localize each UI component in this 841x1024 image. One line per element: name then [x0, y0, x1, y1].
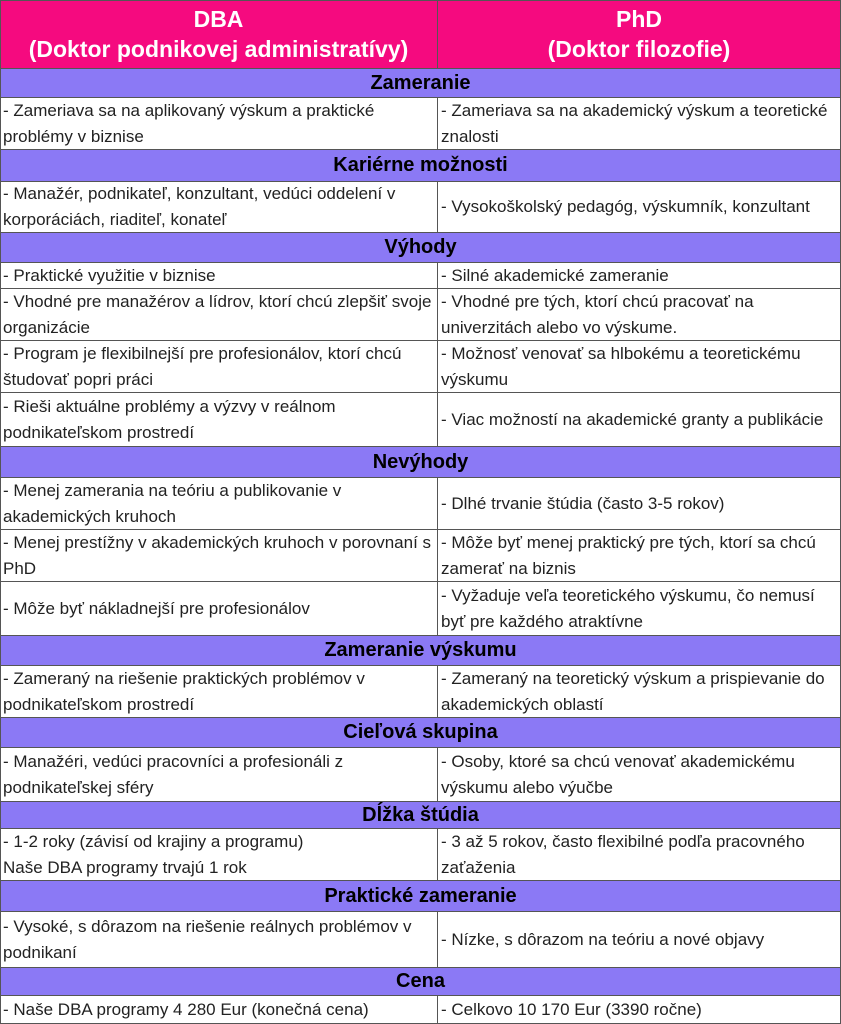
header-dba: DBA (Doktor podnikovej administratívy): [0, 0, 438, 69]
phd-cell: - 3 až 5 rokov, často flexibilné podľa pracovného zaťaženia: [438, 829, 841, 881]
section-header: Praktické zameranie: [0, 881, 841, 912]
section-header: Zameranie: [0, 69, 841, 98]
phd-cell: - Zameriava sa na akademický výskum a teoretické znalosti: [438, 98, 841, 150]
dba-cell: - Vhodné pre manažérov a lídrov, ktorí chcú zlepšiť svoje organizácie: [0, 289, 438, 341]
dba-cell: - Zameriava sa na aplikovaný výskum a praktické problémy v biznise: [0, 98, 438, 150]
dba-cell: - Naše DBA programy 4 280 Eur (konečná cena): [0, 996, 438, 1024]
phd-cell: - Dlhé trvanie štúdia (často 3-5 rokov): [438, 478, 841, 530]
phd-cell: - Silné akademické zameranie: [438, 263, 841, 289]
dba-cell: - Praktické využitie v biznise: [0, 263, 438, 289]
section-header: Kariérne možnosti: [0, 150, 841, 182]
phd-cell: - Viac možností na akademické granty a publikácie: [438, 393, 841, 447]
section-header: Cena: [0, 968, 841, 996]
dba-cell: - Menej zamerania na teóriu a publikovanie v akademických kruhoch: [0, 478, 438, 530]
phd-cell: - Osoby, ktoré sa chcú venovať akademickému výskumu alebo výučbe: [438, 748, 841, 802]
dba-cell: - Môže byť nákladnejší pre profesionálov: [0, 582, 438, 636]
dba-cell: - Program je flexibilnejší pre profesionálov, ktorí chcú študovať popri práci: [0, 341, 438, 393]
phd-cell: - Vyžaduje veľa teoretického výskumu, čo nemusí byť pre každého atraktívne: [438, 582, 841, 636]
dba-cell: - Manažér, podnikateľ, konzultant, vedúci oddelení v korporáciách, riaditeľ, konateľ: [0, 182, 438, 233]
header-phd: PhD (Doktor filozofie): [438, 0, 841, 69]
phd-cell: - Vhodné pre tých, ktorí chcú pracovať na univerzitách alebo vo výskume.: [438, 289, 841, 341]
phd-cell: - Vysokoškolský pedagóg, výskumník, konzultant: [438, 182, 841, 233]
section-header: Dĺžka štúdia: [0, 802, 841, 829]
section-header: Cieľová skupina: [0, 718, 841, 748]
dba-cell: - Menej prestížny v akademických kruhoch v porovnaní s PhD: [0, 530, 438, 582]
section-header: Výhody: [0, 233, 841, 263]
dba-cell: - 1-2 roky (závisí od krajiny a programu) Naše DBA programy trvajú 1 rok: [0, 829, 438, 881]
dba-cell: - Manažéri, vedúci pracovníci a profesionáli z podnikateľskej sféry: [0, 748, 438, 802]
phd-cell: - Nízke, s dôrazom na teóriu a nové objavy: [438, 912, 841, 968]
dba-cell: - Rieši aktuálne problémy a výzvy v reálnom podnikateľskom prostredí: [0, 393, 438, 447]
section-header: Nevýhody: [0, 447, 841, 478]
phd-cell: - Možnosť venovať sa hlbokému a teoretickému výskumu: [438, 341, 841, 393]
section-header: Zameranie výskumu: [0, 636, 841, 666]
dba-cell: - Zameraný na riešenie praktických problémov v podnikateľskom prostredí: [0, 666, 438, 718]
dba-cell: - Vysoké, s dôrazom na riešenie reálnych problémov v podnikaní: [0, 912, 438, 968]
phd-cell: - Celkovo 10 170 Eur (3390 ročne): [438, 996, 841, 1024]
phd-cell: - Zameraný na teoretický výskum a prispievanie do akademických oblastí: [438, 666, 841, 718]
phd-cell: - Môže byť menej praktický pre tých, ktorí sa chcú zamerať na biznis: [438, 530, 841, 582]
